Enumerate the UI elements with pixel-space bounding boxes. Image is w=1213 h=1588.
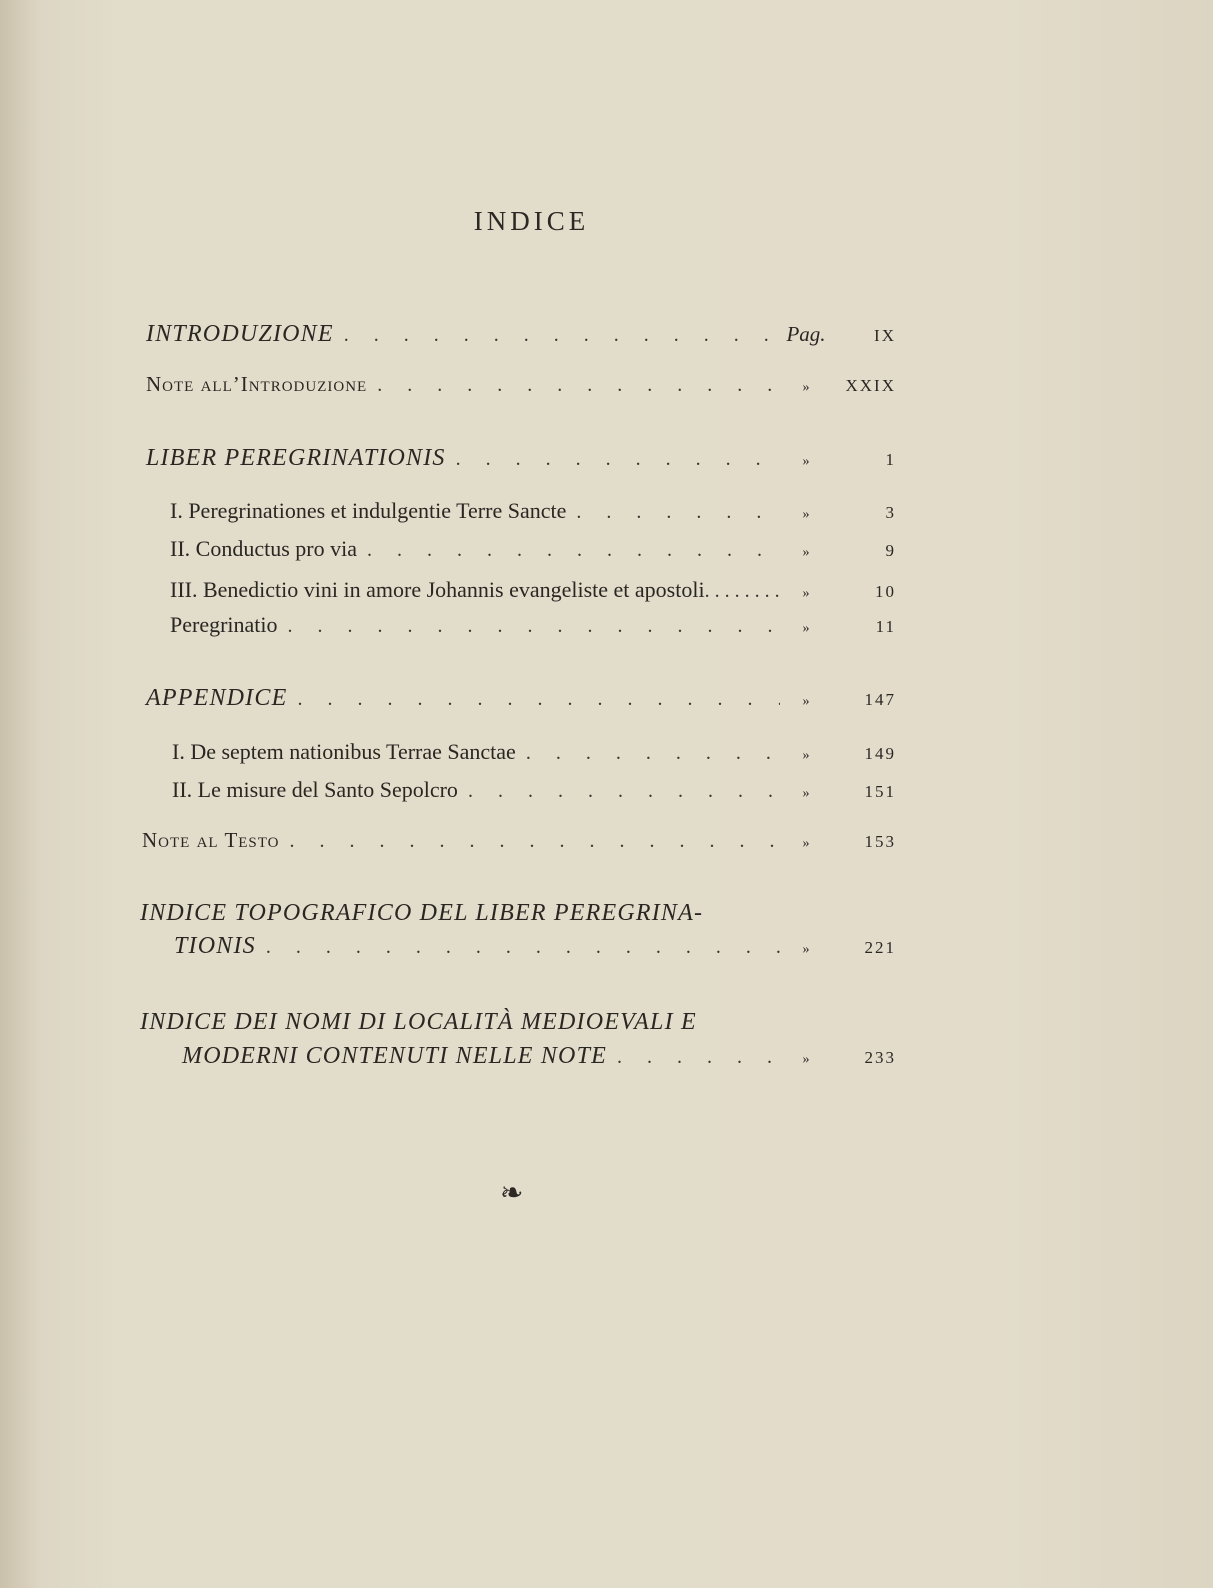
toc-entry-label: III. Benedictio vini in amore Johannis evangeliste et apostoli [170,577,705,602]
toc-entry [170,500,896,522]
toc-entry-page: 221 [864,938,896,957]
toc-entry [170,614,896,636]
ditto-mark: » [802,942,810,957]
leader-dots [344,325,780,345]
toc-entry-label: LIBER PEREGRINATIONIS [146,445,446,471]
ditto-mark: » [802,621,810,636]
ditto-mark: » [802,1052,810,1067]
ditto-mark: » [802,748,810,763]
toc-entry-page: XXIX [845,376,896,395]
toc-entry-label-line1: INDICE TOPOGRAFICO DEL LIBER PEREGRINA- [140,900,704,926]
toc-entry-label: Note all’Introduzione [146,372,368,396]
toc-entry [182,1044,896,1068]
leader-dots [456,449,780,469]
toc-entry-label: Note al Testo [142,828,280,852]
page-title: INDICE [473,206,590,236]
toc-entry-label: II. Conductus pro via [170,536,357,561]
toc-entry-page: 9 [885,541,896,560]
leader-dots [290,831,781,851]
toc-entry-label: I. De septem nationibus Terrae Sanctae [172,739,516,764]
toc-entry-label-line2: TIONIS [174,933,256,959]
leader-dots [367,540,780,560]
pag-label: Pag. [786,322,826,346]
toc-entry-label: INTRODUZIONE [146,321,334,347]
leader-dots [297,689,780,709]
toc-entry-page: 233 [864,1048,896,1067]
ditto-mark: » [802,694,810,709]
toc-entry [172,741,896,763]
leader-dots [266,937,780,957]
ditto-mark: » [802,836,810,851]
toc-entry-page: IX [874,326,896,345]
toc-entry-page: 147 [864,690,896,709]
toc-entry [142,830,896,851]
toc-entry-page: 3 [885,503,896,522]
toc-entry [146,686,896,710]
leader-dots [526,743,780,763]
toc-entry [146,446,896,470]
ditto-mark: » [802,586,810,601]
toc-entry [172,779,896,801]
toc-entry-page: 153 [864,832,896,851]
toc-entry [170,538,896,560]
toc-entry-page: 10 [875,582,896,601]
toc-entry [170,579,896,601]
ditto-mark: » [802,507,810,522]
toc-entry-label-line2: MODERNI CONTENUTI NELLE NOTE [182,1043,607,1069]
toc-entry [146,322,896,346]
toc-entry-page: 151 [864,782,896,801]
leader-dots [617,1047,780,1067]
toc-entry-label: I. Peregrinationes et indulgentie Terre Sancte [170,498,567,523]
leader-dots [468,781,780,801]
ditto-mark: » [802,380,810,395]
leader-dots [576,502,780,522]
toc-entry-page: 149 [864,744,896,763]
toc-entry [174,934,896,958]
ornament-icon: ❧ [500,1178,524,1209]
toc-entry [146,374,896,395]
ditto-mark: » [802,454,810,469]
toc-entry-label: APPENDICE [146,685,288,711]
leader-dots [288,616,780,636]
ditto-mark: » [802,786,810,801]
toc-entry-page: 1 [885,450,896,469]
leader-dots [705,581,780,601]
toc-entry-label: Peregrinatio [170,612,278,637]
leader-dots [377,375,780,395]
toc-entry-page: 11 [875,617,896,636]
ditto-mark: » [802,545,810,560]
toc-entry-label-line1: INDICE DEI NOMI DI LOCALITÀ MEDIOEVALI E [140,1009,697,1035]
toc-entry-label: II. Le misure del Santo Sepolcro [172,777,458,802]
